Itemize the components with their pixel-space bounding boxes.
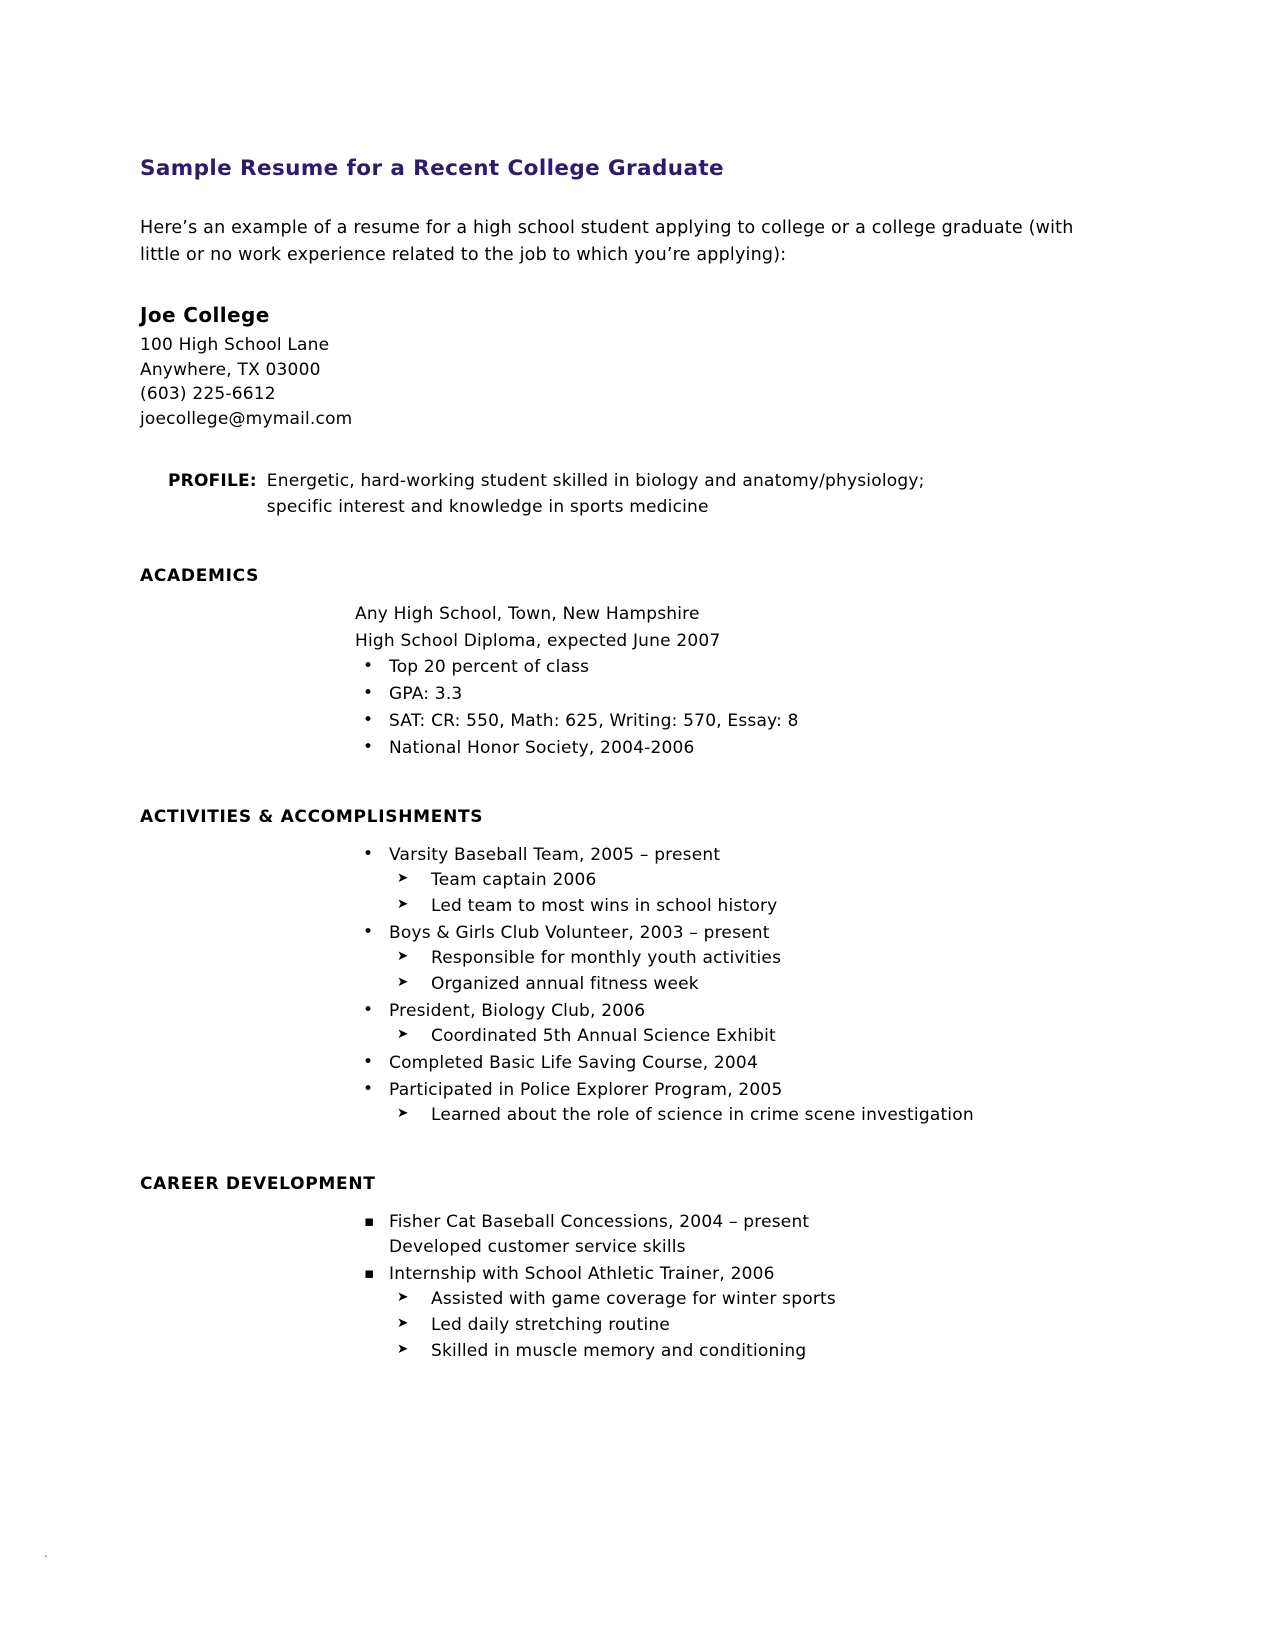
sub-list-item: ➤ Led daily stretching routine [389, 1313, 1100, 1338]
activities-bullet-list [355, 843, 1100, 1128]
list-item: • Top 20 percent of class [355, 655, 1100, 680]
list-item [355, 1051, 1100, 1076]
sub-list [389, 1103, 1100, 1128]
intro-paragraph: Here’s an example of a resume for a high school student applying to college or a college graduate (with little or no work experience related to the job to which you’re applying): [140, 217, 1074, 266]
document-content [140, 155, 1100, 1366]
page-corner-mark: . [44, 1546, 48, 1560]
sub-list-item: ➤ Learned about the role of science in crime scene investigation [389, 1103, 1100, 1128]
list-item [355, 843, 1100, 919]
candidate-city-state-zip: Anywhere, TX 03000 [140, 359, 321, 380]
list-item-text: President, Biology Club, 2006 [389, 1001, 646, 1022]
career-development-body [355, 1210, 1100, 1364]
list-item-continuation: Developed customer service skills [389, 1237, 686, 1258]
career-bullet-list [355, 1210, 1100, 1364]
sub-list-item: ➤ Skilled in muscle memory and conditioning [389, 1339, 1100, 1364]
list-item [355, 1078, 1100, 1128]
list-item [355, 1262, 1100, 1364]
academics-diploma: High School Diploma, expected June 2007 [355, 630, 721, 651]
academics-school: Any High School, Town, New Hampshire [355, 604, 700, 625]
candidate-email: joecollege@mymail.com [140, 408, 353, 429]
list-item [355, 1210, 1100, 1260]
list-item: • National Honor Society, 2004-2006 [355, 736, 1100, 761]
profile-line-1: Energetic, hard-working student skilled in biology and anatomy/physiology; [266, 471, 925, 492]
list-item [355, 921, 1100, 997]
sub-list [389, 1024, 1100, 1049]
sub-list-item: ➤ Responsible for monthly youth activities [389, 946, 1100, 971]
section-heading-career-development: CAREER DEVELOPMENT [140, 1174, 376, 1195]
sub-list-item: ➤ Team captain 2006 [389, 868, 1100, 893]
sub-list [389, 946, 1100, 997]
list-item-text: Boys & Girls Club Volunteer, 2003 – present [389, 923, 770, 944]
sub-list-item: ➤ Led team to most wins in school history [389, 894, 1100, 919]
list-item-text: Varsity Baseball Team, 2005 – present [389, 845, 721, 866]
profile-line-2: specific interest and knowledge in sports medicine [266, 496, 709, 517]
list-item-text: Internship with School Athletic Trainer, 2006 [389, 1264, 775, 1285]
candidate-phone: (603) 225-6612 [140, 384, 276, 405]
profile-section [168, 469, 1100, 520]
sub-list [389, 868, 1100, 919]
sub-list-item: ➤ Organized annual fitness week [389, 972, 1100, 997]
candidate-block [140, 303, 1100, 431]
section-heading-activities: ACTIVITIES & ACCOMPLISHMENTS [140, 807, 484, 828]
candidate-address: 100 High School Lane [140, 335, 330, 356]
academics-body [355, 602, 1100, 761]
candidate-name: Joe College [140, 303, 270, 328]
list-item: • GPA: 3.3 [355, 682, 1100, 707]
page-title: Sample Resume for a Recent College Graduate [140, 156, 725, 181]
list-item [355, 999, 1100, 1049]
list-item: • SAT: CR: 550, Math: 625, Writing: 570, Essay: 8 [355, 709, 1100, 734]
sub-list-item: ➤ Assisted with game coverage for winter sports [389, 1287, 1100, 1312]
activities-body [355, 843, 1100, 1128]
list-item-text: Completed Basic Life Saving Course, 2004 [389, 1053, 758, 1074]
list-item-text: Fisher Cat Baseball Concessions, 2004 – present [389, 1212, 810, 1233]
academics-bullet-list [355, 655, 1100, 761]
sub-list [389, 1287, 1100, 1364]
sub-list-item: ➤ Coordinated 5th Annual Science Exhibit [389, 1024, 1100, 1049]
section-heading-academics: ACADEMICS [140, 566, 260, 587]
list-item-text: Participated in Police Explorer Program, 2005 [389, 1080, 783, 1101]
profile-text [267, 469, 925, 520]
profile-label: PROFILE: [168, 471, 257, 492]
